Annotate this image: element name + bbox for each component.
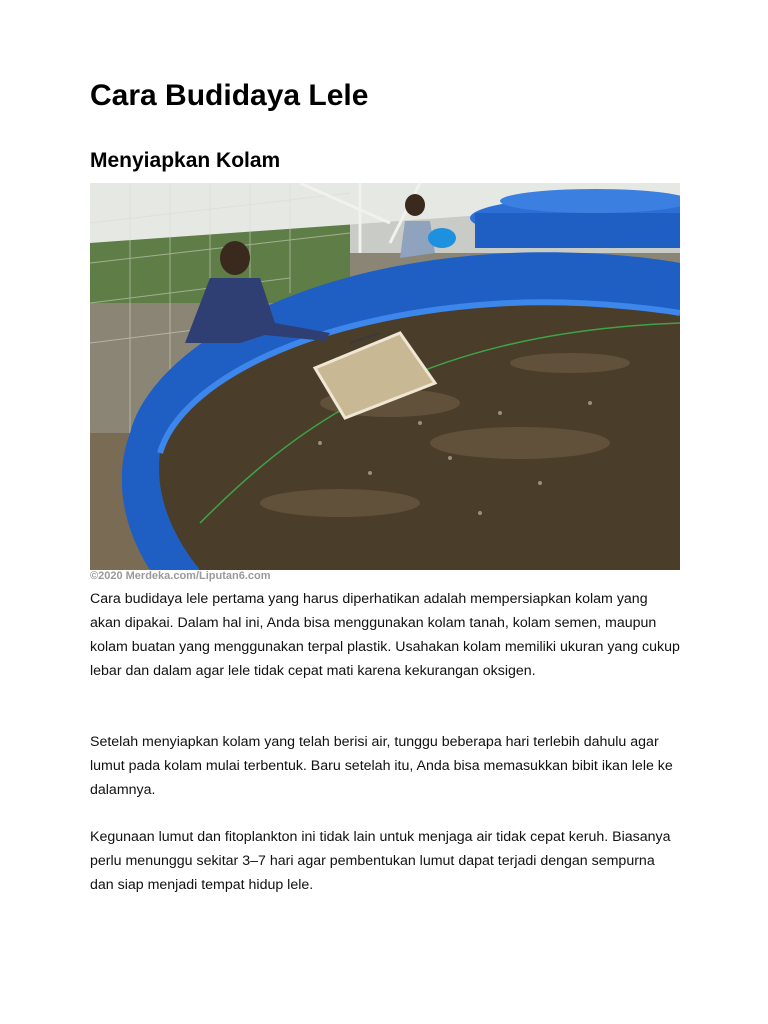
image-credit: ©2020 Merdeka.com/Liputan6.com bbox=[90, 570, 271, 582]
page-title: Cara Budidaya Lele bbox=[90, 79, 369, 112]
paragraph-3: Kegunaan lumut dan fitoplankton ini tidak lain untuk menjaga air tidak cepat keruh. Biasanya perlu menunggu sekitar 3–7 hari agar pembentukan lumut dapat terjadi dengan sempurna dan siap menjadi tempat hidup lele. bbox=[90, 829, 671, 893]
paragraph-1: Cara budidaya lele pertama yang harus diperhatikan adalah mempersiapkan kolam yang akan dipakai. Dalam hal ini, Anda bisa menggunakan kolam tanah, kolam semen, maupun kolam buatan yang menggunakan terpal plastik. Usahakan kolam memiliki ukuran yang cukup lebar dan dalam agar lele tidak cepat mati karena kekurangan oksigen. bbox=[90, 591, 680, 679]
pond-photo bbox=[90, 183, 680, 570]
paragraph-2: Setelah menyiapkan kolam yang telah berisi air, tunggu beberapa hari terlebih dahulu agar lumut pada kolam mulai terbentuk. Baru setelah itu, Anda bisa memasukkan bibit ikan lele ke dalamnya. bbox=[90, 734, 673, 798]
section-heading: Menyiapkan Kolam bbox=[90, 149, 281, 172]
